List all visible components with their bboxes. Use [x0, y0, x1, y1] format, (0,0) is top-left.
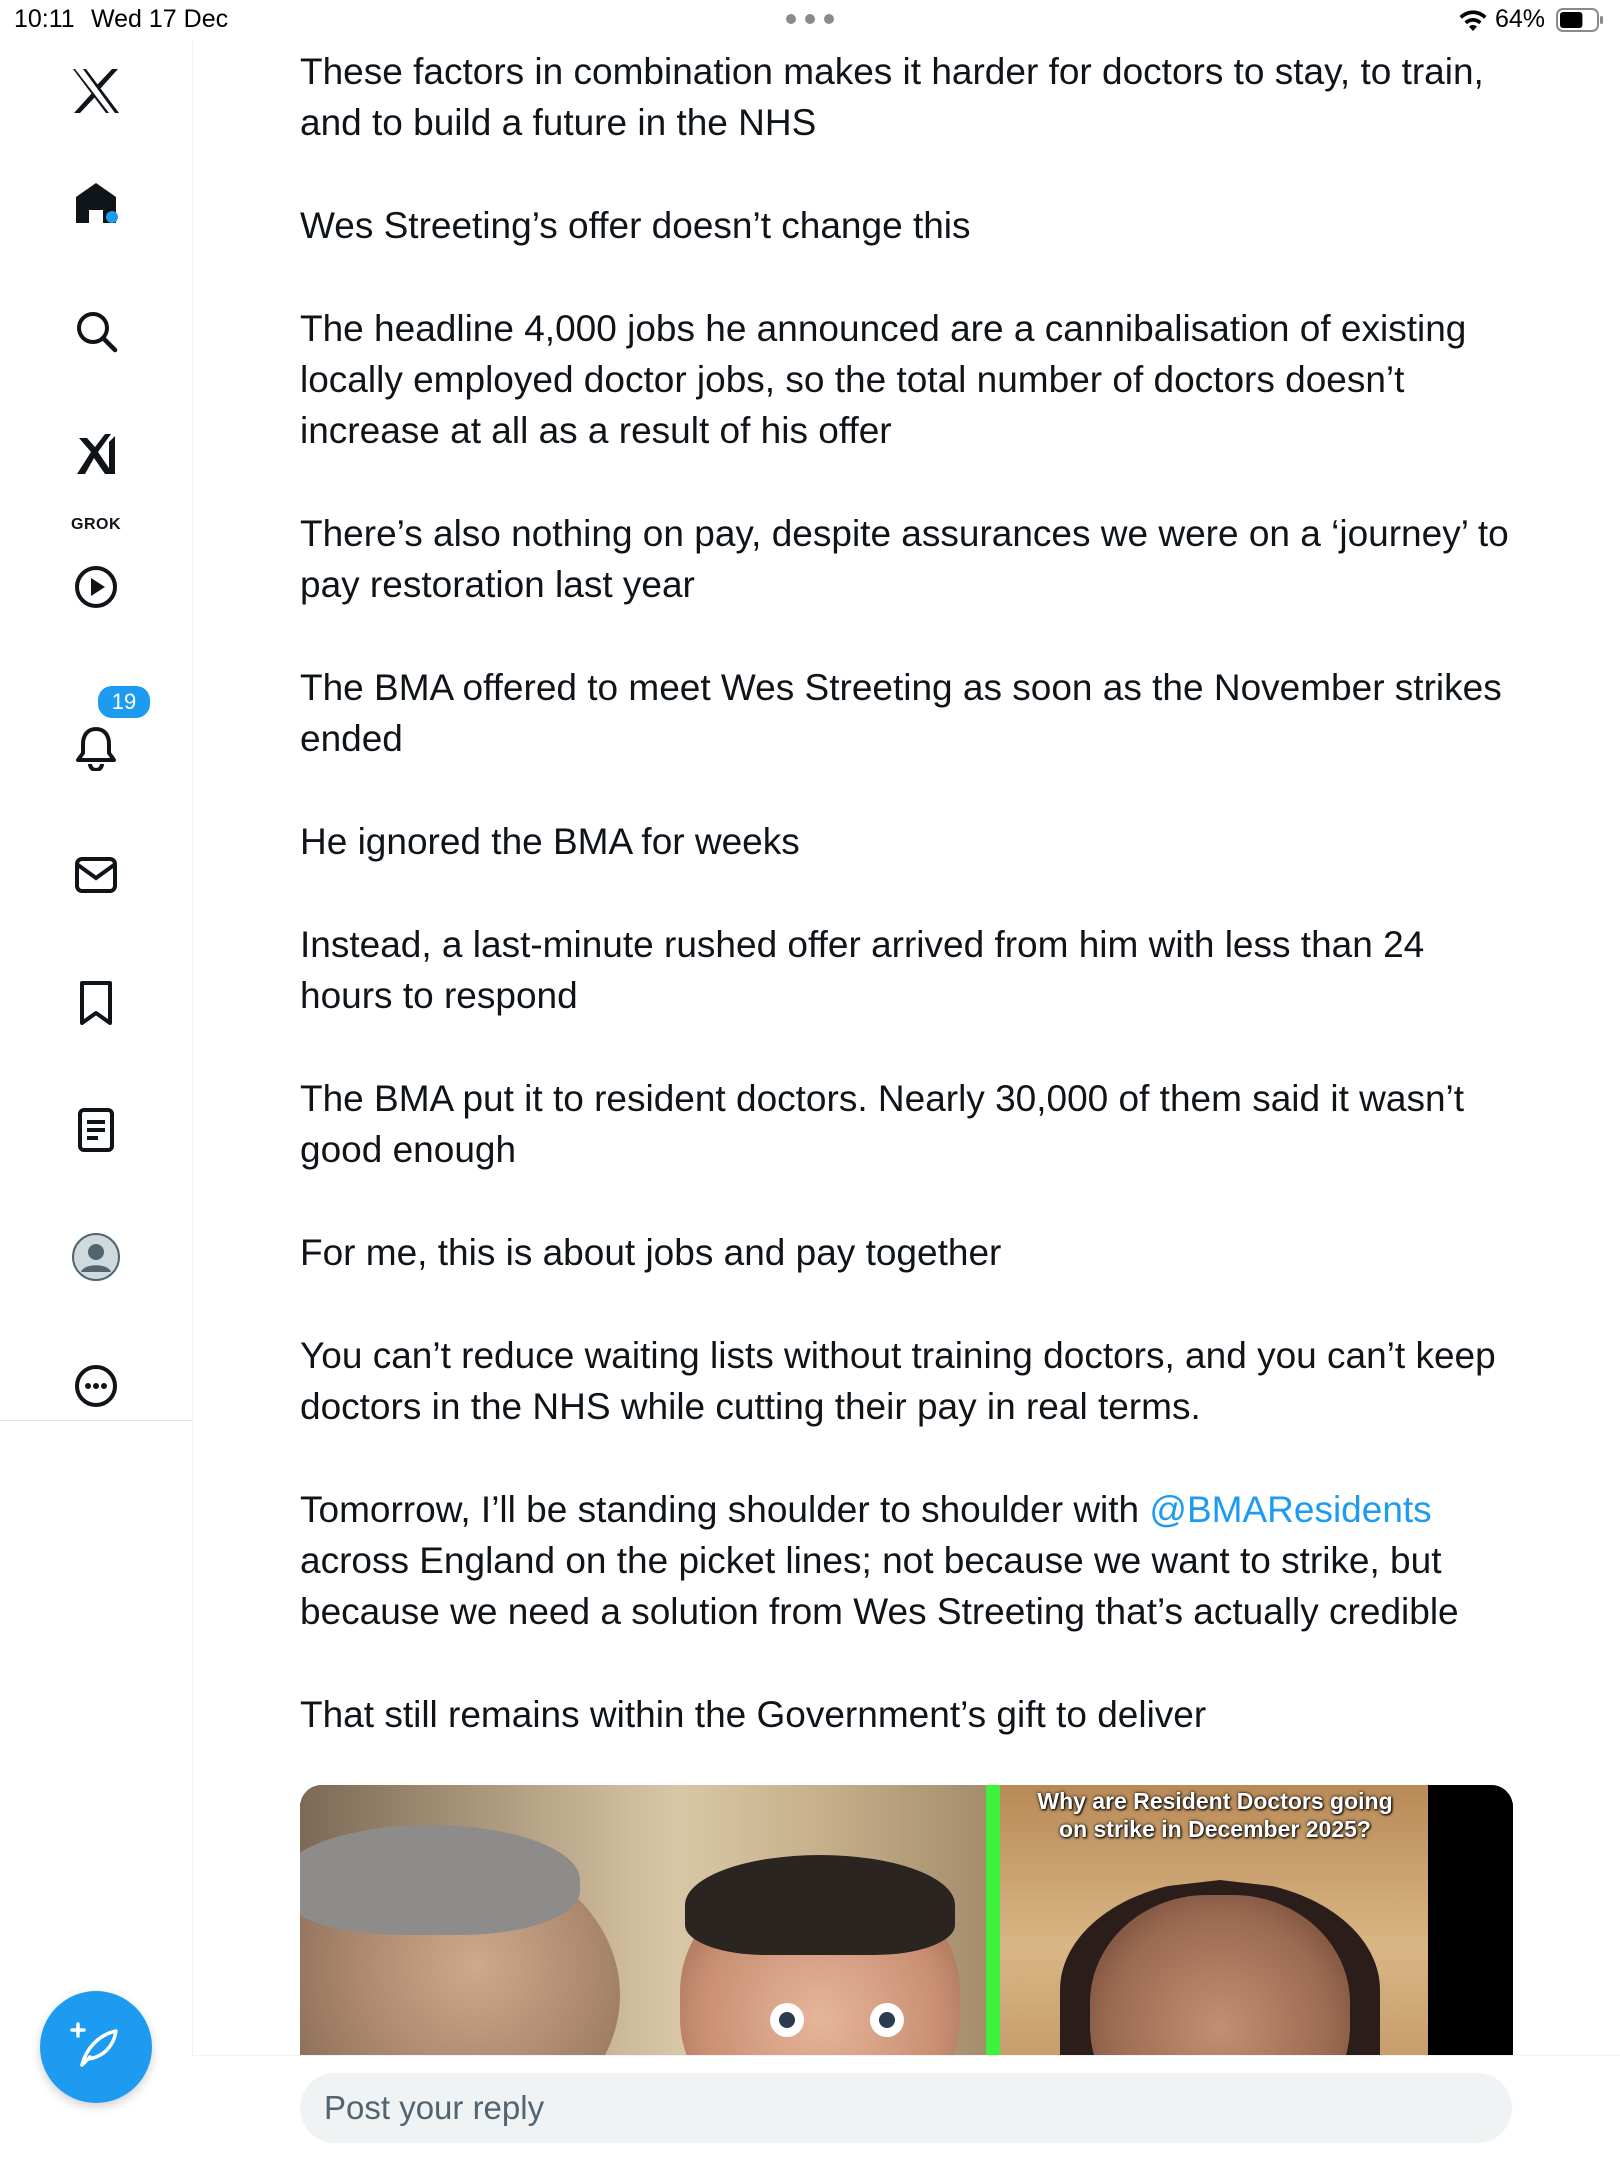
sidebar-item-messages[interactable] [66, 845, 126, 905]
sidebar-item-bookmarks[interactable] [66, 973, 126, 1033]
post-paragraph: There’s also nothing on pay, despite assurances we were on a ‘journey’ to pay restoration last year [300, 513, 1509, 605]
sidebar-item-explore[interactable] [66, 301, 126, 361]
wifi-icon [1457, 7, 1489, 33]
status-date: Wed 17 Dec [91, 5, 229, 33]
search-icon [73, 308, 119, 354]
sidebar-item-home[interactable] [66, 173, 126, 233]
more-circle-icon [73, 1363, 119, 1409]
post-paragraph: Instead, a last-minute rushed offer arrived from him with less than 24 hours to respond [300, 924, 1425, 1016]
post-paragraph: For me, this is about jobs and pay together [300, 1232, 1002, 1273]
bookmark-icon [73, 980, 119, 1026]
post-paragraph: These factors in combination makes it harder for doctors to stay, to train, and to build a future in the NHS [300, 51, 1484, 143]
mention-before-text: Tomorrow, I’ll be standing shoulder to shoulder with [300, 1489, 1150, 1530]
post-paragraph: The BMA put it to resident doctors. Nearly 30,000 of them said it wasn’t good enough [300, 1078, 1465, 1170]
document-icon [73, 1107, 119, 1153]
compose-feather-icon [68, 2019, 124, 2075]
envelope-icon [73, 852, 119, 898]
post-paragraph: The BMA offered to meet Wes Streeting as soon as the November strikes ended [300, 667, 1502, 759]
battery-percent: 64% [1495, 5, 1546, 33]
sidebar-item-notifications[interactable] [66, 718, 126, 778]
sidebar [0, 40, 193, 2160]
mention-link[interactable]: @BMAResidents [1149, 1489, 1432, 1530]
sidebar-item-videos[interactable] [66, 557, 126, 617]
reply-bar [192, 2055, 1620, 2161]
post-paragraph: The headline 4,000 jobs he announced are a cannibalisation of existing locally employed doctor jobs, so the total number of doctors doesn’t increase at all as a result of his offer [300, 308, 1467, 451]
battery-icon [1556, 8, 1604, 32]
bell-icon [73, 725, 119, 771]
post-paragraph: He ignored the BMA for weeks [300, 821, 800, 862]
home-unread-dot [106, 211, 118, 223]
post-paragraph: Wes Streeting’s offer doesn’t change this [300, 205, 971, 246]
media-divider [986, 1785, 1000, 2055]
mention-after-text: across England on the picket lines; not because we want to strike, but because we need a solution from Wes Streeting that’s actually credible [300, 1540, 1459, 1632]
compose-post-button[interactable] [40, 1991, 152, 2103]
sidebar-item-grok[interactable] [66, 425, 126, 485]
grok-label: GROK [71, 516, 121, 533]
x-logo-icon[interactable] [66, 61, 126, 121]
reply-input[interactable] [300, 2073, 1512, 2143]
sidebar-divider [0, 1420, 192, 1421]
avatar-icon [71, 1232, 121, 1282]
play-circle-icon [73, 564, 119, 610]
notification-badge: 19 [96, 684, 152, 720]
status-bar [0, 0, 1620, 40]
status-time: 10:11 [14, 5, 75, 33]
post-paragraph: You can’t reduce waiting lists without training doctors, and you can’t keep doctors in the NHS while cutting their pay in real terms. [300, 1335, 1496, 1427]
sidebar-item-articles[interactable] [66, 1100, 126, 1160]
post-paragraph: That still remains within the Government’s gift to deliver [300, 1694, 1207, 1735]
sidebar-item-more[interactable] [66, 1356, 126, 1416]
post-media-video[interactable] [300, 1785, 1513, 2055]
post-body [300, 40, 1520, 1792]
post-paragraph-with-mention [300, 1484, 1520, 1637]
grok-icon [73, 432, 119, 478]
multitask-dots-icon[interactable] [786, 11, 834, 25]
sidebar-item-profile[interactable] [66, 1227, 126, 1287]
media-caption: Why are Resident Doctors going on strike in December 2025? [1037, 1788, 1393, 1842]
